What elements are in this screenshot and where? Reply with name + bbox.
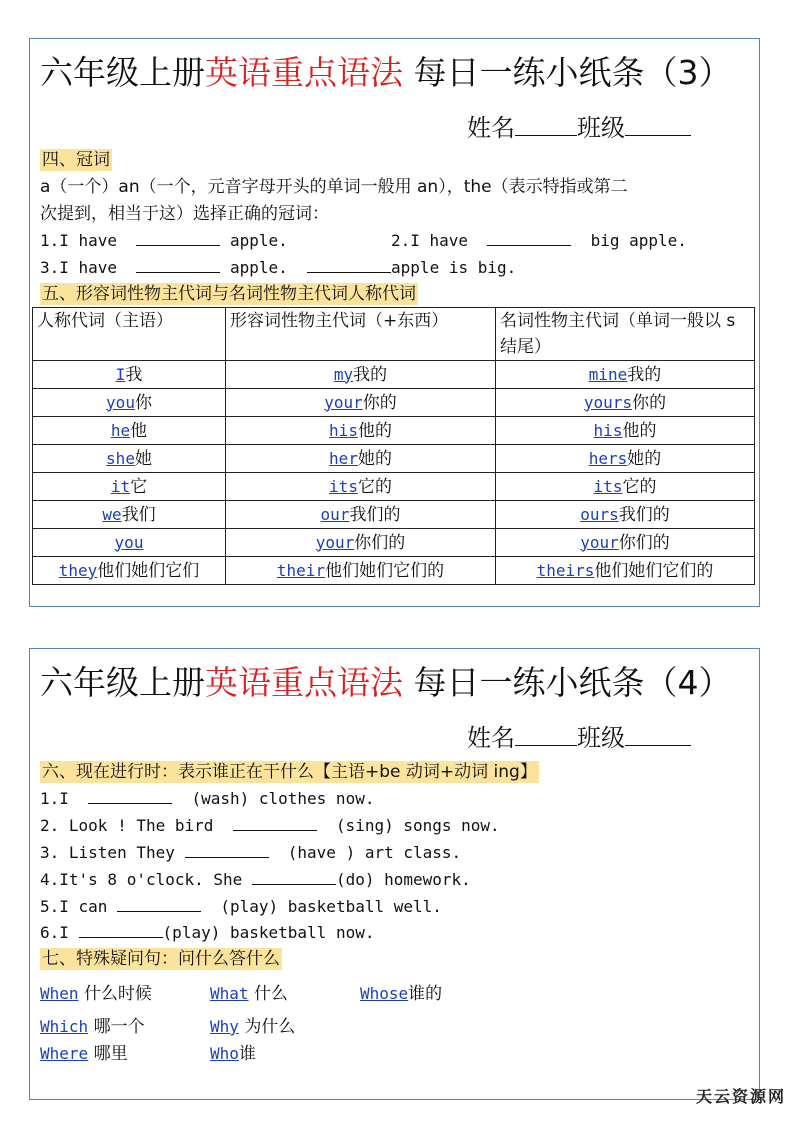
name-class-row: 姓名 班级 xyxy=(467,721,691,753)
table-cell: their他们她们它们的 xyxy=(226,557,496,585)
table-cell: his他的 xyxy=(226,417,496,445)
question-word: What 什么 xyxy=(210,984,288,1004)
table-cell: I我 xyxy=(33,361,226,389)
table-cell: its它的 xyxy=(226,473,496,501)
answer-blank[interactable] xyxy=(88,787,172,804)
section-heading: 七、特殊疑问句：问什么答什么 xyxy=(42,949,280,969)
name-blank[interactable] xyxy=(515,721,577,746)
table-cell: our我们的 xyxy=(226,501,496,529)
table-header: 人称代词（主语） xyxy=(33,308,226,361)
name-class-row: 姓名 班级 xyxy=(467,111,691,143)
answer-blank[interactable] xyxy=(307,256,391,273)
table-cell: ours我们的 xyxy=(496,501,755,529)
table-cell: it它 xyxy=(33,473,226,501)
table-header-row xyxy=(33,308,755,361)
question-word: Why 为什么 xyxy=(210,1017,296,1037)
table-cell: she她 xyxy=(33,445,226,473)
question-word: Which 哪一个 xyxy=(40,1017,145,1037)
exercise-line: 1.I (wash) clothes now. xyxy=(40,789,375,808)
answer-blank[interactable] xyxy=(79,921,163,938)
worksheet-card-4 xyxy=(29,648,760,1100)
card-title: 六年级上册英语重点语法 每日一练小纸条（4） xyxy=(40,663,732,702)
table-row xyxy=(33,557,755,585)
answer-blank[interactable] xyxy=(233,814,317,831)
exercise-line: 3.I have apple. apple is big. xyxy=(40,258,517,277)
table-cell: her她的 xyxy=(226,445,496,473)
table-cell: your你们的 xyxy=(226,529,496,557)
exercise-line: 1.I have apple. xyxy=(40,231,288,250)
question-word: Whose谁的 xyxy=(360,984,443,1004)
watermark: 天云资源网 xyxy=(696,1087,787,1106)
answer-blank[interactable] xyxy=(487,229,571,246)
table-row xyxy=(33,389,755,417)
class-blank[interactable] xyxy=(625,721,691,746)
worksheet-card-3 xyxy=(29,38,760,607)
exercise-line: 2.I have big apple. xyxy=(391,231,687,250)
answer-blank[interactable] xyxy=(252,868,336,885)
answer-blank[interactable] xyxy=(136,256,220,273)
exercise-line: 2. Look ! The bird (sing) songs now. xyxy=(40,816,500,835)
table-cell: hers她的 xyxy=(496,445,755,473)
table-cell: his他的 xyxy=(496,417,755,445)
table-cell: mine我的 xyxy=(496,361,755,389)
section-heading: 四、冠词 xyxy=(42,150,110,170)
table-row xyxy=(33,361,755,389)
table-row xyxy=(33,445,755,473)
table-cell: we我们 xyxy=(33,501,226,529)
exercise-line: 3. Listen They (have ) art class. xyxy=(40,843,462,862)
question-word: When 什么时候 xyxy=(40,984,152,1004)
article-rule: a（一个）an（一个，元音字母开头的单词一般用 an），the（表示特指或第二 xyxy=(40,177,628,197)
name-blank[interactable] xyxy=(515,111,577,136)
table-header: 形容词性物主代词（+东西） xyxy=(226,308,496,361)
answer-blank[interactable] xyxy=(136,229,220,246)
table-cell: you xyxy=(33,529,226,557)
table-cell: theirs他们她们它们的 xyxy=(496,557,755,585)
table-row xyxy=(33,529,755,557)
class-blank[interactable] xyxy=(625,111,691,136)
question-word: Where 哪里 xyxy=(40,1044,128,1064)
table-row xyxy=(33,417,755,445)
table-cell: your你的 xyxy=(226,389,496,417)
exercise-line: 5.I can (play) basketball well. xyxy=(40,897,442,916)
exercise-line: 4.It's 8 o'clock. She (do) homework. xyxy=(40,870,471,889)
article-rule: 次提到，相当于这）选择正确的冠词： xyxy=(40,204,329,224)
table-cell: yours你的 xyxy=(496,389,755,417)
table-cell: he他 xyxy=(33,417,226,445)
table-cell: your你们的 xyxy=(496,529,755,557)
table-cell: my我的 xyxy=(226,361,496,389)
section-heading: 六、现在进行时：表示谁正在干什么【主语+be 动词+动词 ing】 xyxy=(42,762,537,782)
table-row xyxy=(33,501,755,529)
answer-blank[interactable] xyxy=(117,895,201,912)
table-cell: they他们她们它们 xyxy=(33,557,226,585)
table-cell: its它的 xyxy=(496,473,755,501)
pronoun-table xyxy=(32,307,755,585)
answer-blank[interactable] xyxy=(185,841,269,858)
table-cell: you你 xyxy=(33,389,226,417)
section-heading: 五、形容词性物主代词与名词性物主代词人称代词 xyxy=(42,284,416,304)
exercise-line: 6.I (play) basketball now. xyxy=(40,923,375,942)
table-header: 名词性物主代词（单词一般以 s 结尾） xyxy=(496,308,755,361)
card-title: 六年级上册英语重点语法 每日一练小纸条（3） xyxy=(40,53,732,92)
question-word: Who谁 xyxy=(210,1044,256,1064)
table-row xyxy=(33,473,755,501)
